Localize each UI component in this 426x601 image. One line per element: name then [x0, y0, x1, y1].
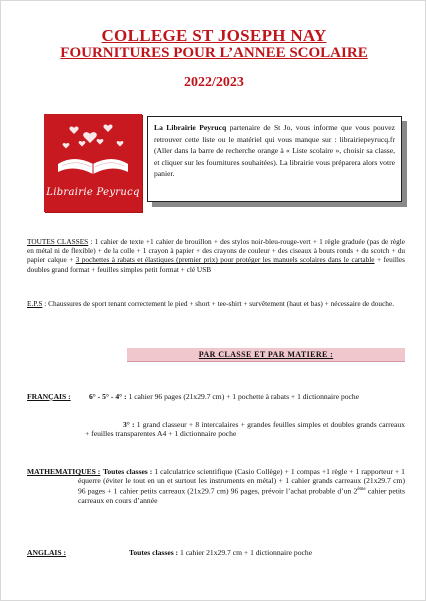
eps-label: E.P.S [27, 299, 43, 308]
anglais-body [129, 548, 405, 557]
francais-label: FRANÇAIS : [27, 392, 71, 401]
par-classe-heading: PAR CLASSE ET PAR MATIERE : [198, 350, 334, 359]
francais-3 [85, 420, 405, 438]
maths-label: MATHEMATIQUES : [27, 467, 101, 476]
toutes-classes-text-b: + feuilles doubles grand format + feuilles simples petit format + clé USB [27, 255, 405, 274]
librairie-info-text: partenaire de St Jo, vous informe que vous pouvez retrouver cette liste ou le matériel qui vous manque sur : librairiepeyrucq.fr (Aller dans la barre de recherche orange à « Liste scolaire », choisir sa classe, et cliquer sur les fournitures souhaitées). La librairie vous préparera alors votre panier. [154, 123, 395, 178]
par-classe-section-bar [127, 348, 405, 362]
maths-body [78, 467, 405, 505]
toutes-classes-section [27, 237, 405, 274]
maths-sup: ème [357, 487, 366, 493]
francais-text-b: 1 grand classeur + 8 intercalaires + grandes feuilles simples et doubles grands carreaux + feuilles transparentes A4 + 1 dictionnaire poche [85, 420, 405, 439]
open-book-hearts-icon [44, 114, 142, 186]
librairie-info-box [147, 116, 402, 202]
librairie-name: La Librairie Peyrucq [154, 123, 227, 132]
supplies-subtitle: FOURNITURES POUR L’ANNEE SCOLAIRE [60, 45, 368, 61]
maths-text-2: cahier petits carreaux en cours d’année [78, 486, 405, 506]
toutes-classes-underlined: 3 pochettes à rabats et élastiques (premier prix) pour protéger les manuels scolaires dans le cartable [75, 255, 375, 265]
anglais-label: ANGLAIS : [27, 548, 67, 557]
francais-levels-a: 6° - 5° - 4° : [89, 392, 127, 401]
school-year: 2022/2023 [184, 75, 244, 90]
francais-text-a: 1 cahier 96 pages (21x29.7 cm) + 1 pochette à rabats + 1 dictionnaire poche [126, 392, 360, 401]
maths-text-1: 1 calculatrice scientifique (Casio Collège) + 1 compas +1 règle + 1 rapporteur + 1 équerre (éviter le tout en un et surtout les instruments en métal) + 1 cahier grands carreaux (21x29.7 cm) 96 pages + 1 cahier petits carreaux (21x29.7 cm) 96 pages, prévoir l’achat probable d’un 2 [78, 467, 405, 496]
eps-section [27, 299, 405, 308]
francais-levels-b: 3° : [123, 420, 135, 429]
francais-6-5-4 [89, 392, 405, 401]
anglais-text: 1 cahier 21x29.7 cm + 1 dictionnaire poche [178, 548, 313, 557]
eps-text: : Chaussures de sport tenant correctement le pied + short + tee-shirt + survêtement (haut et bas) + nécessaire de douche. [42, 299, 395, 308]
librairie-logo [44, 114, 142, 212]
logo-text: Librairie Peyrucq [46, 187, 140, 198]
school-title: COLLEGE ST JOSEPH NAY [101, 26, 327, 45]
anglais-levels: Toutes classes : [129, 548, 179, 557]
maths-levels: Toutes classes : [103, 467, 153, 476]
toutes-classes-label: TOUTES CLASSES [27, 237, 89, 246]
toutes-classes-text-a: : 1 cahier de texte +1 cahier de brouillon + des stylos noir-bleu-rouge-vert + 1 règle graduée (pas de règle en métal ni de flexible) + de la colle + 1 crayon à papier + des crayons de couleur + des ciseaux à bouts ronds + du scotch + du papier calque + [27, 237, 405, 265]
